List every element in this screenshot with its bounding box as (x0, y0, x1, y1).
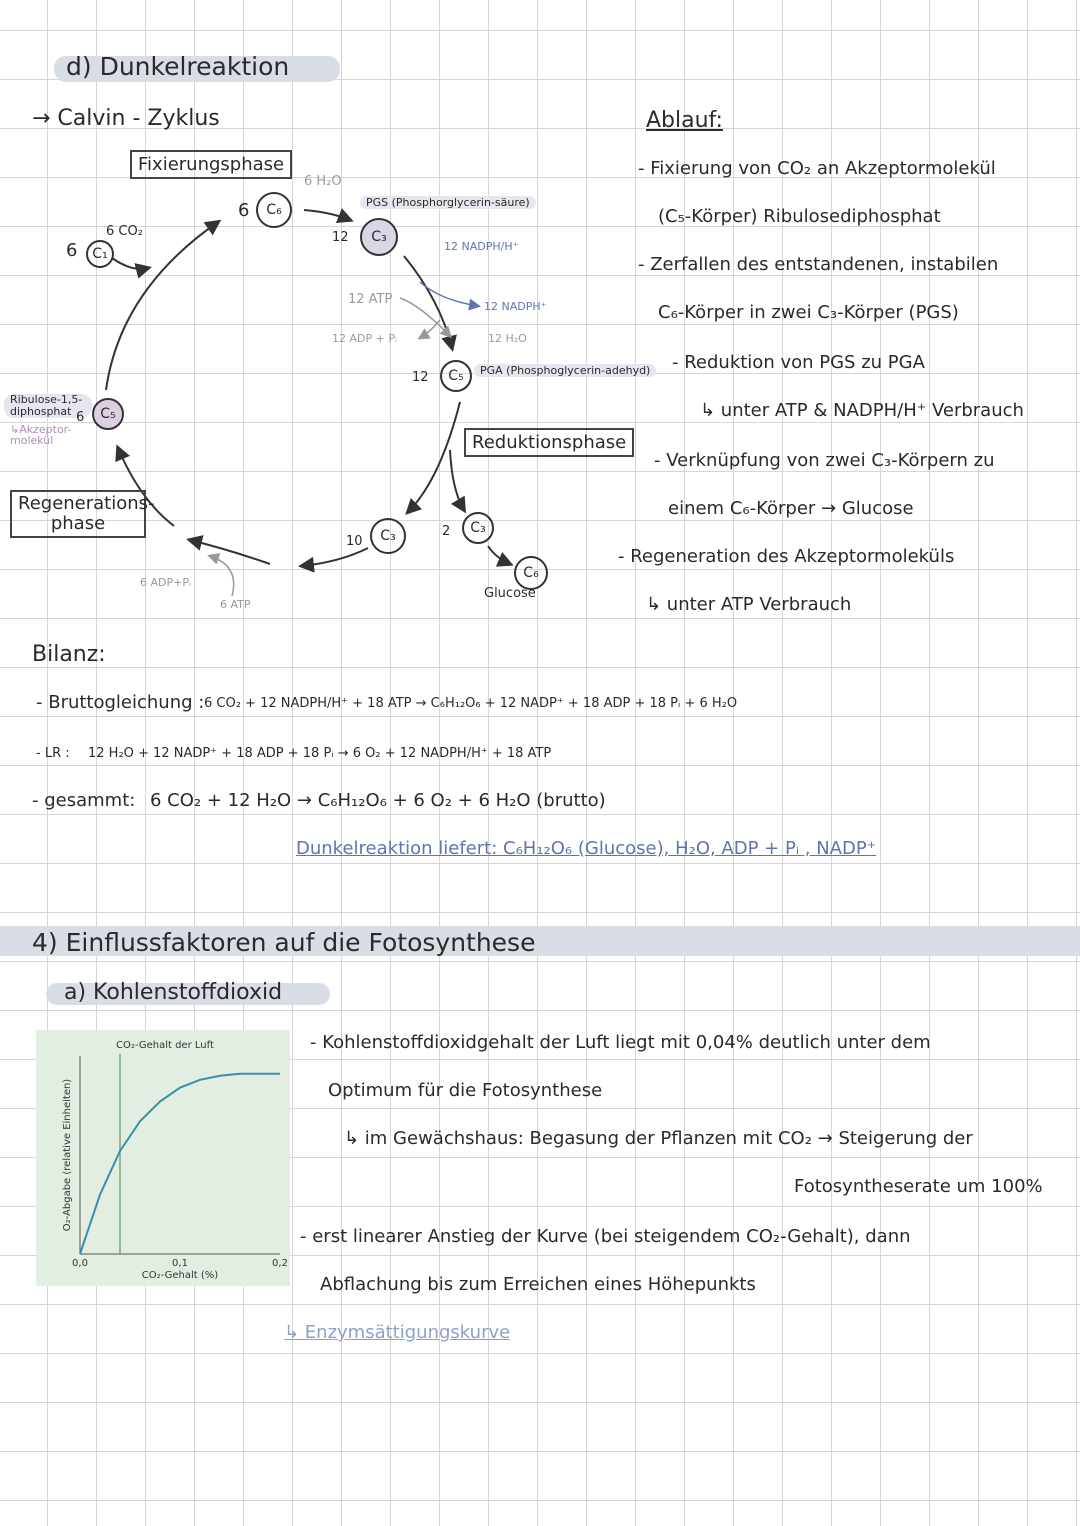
c3-10-count: 10 (346, 534, 363, 549)
arrow-nadph-out (420, 282, 478, 306)
series-line (80, 1074, 280, 1254)
c3-2-circle: C₃ (462, 512, 494, 544)
liefert-line: Dunkelreaktion liefert: C₆H₁₂O₆ (Glucose), H₂O, ADP + Pᵢ , NADP⁺ (296, 838, 877, 859)
co2-label: 6 CO₂ (106, 224, 143, 239)
co2-chart (36, 1030, 290, 1286)
akzeptor-note: ↳Akzeptor-molekül (10, 423, 72, 447)
pga-count: 12 (412, 370, 429, 385)
ablauf-line: - Zerfallen des entstandenen, instabilen (638, 254, 999, 275)
ablauf-line: (C₅-Körper) Ribulosediphosphat (658, 206, 941, 227)
c1-circle: C₁ (86, 240, 114, 268)
c6-count: 6 (238, 200, 250, 221)
co2-chart-svg (36, 1030, 290, 1286)
arrow-pga-to-c3-2 (450, 450, 464, 510)
arrow-c5-to-c6 (106, 222, 218, 390)
atp-regen: 6 ATP (220, 598, 251, 611)
c6-glucose-circle: C₆ (514, 556, 548, 590)
arrow-pga-to-c3-10 (408, 402, 460, 512)
ablauf-title: Ablauf: (646, 108, 723, 133)
ablauf-line: einem C₆-Körper → Glucose (668, 498, 914, 519)
ablauf-line: ↳ unter ATP Verbrauch (646, 594, 852, 615)
ablauf-line: - Reduktion von PGS zu PGA (672, 352, 925, 373)
adp-out: 12 ADP + Pᵢ (332, 332, 397, 345)
subtitle-a: a) Kohlenstoffdioxid (64, 980, 283, 1005)
fixierungsphase-box: Fixierungsphase (130, 150, 292, 179)
ribulose-count: 6 (76, 410, 85, 425)
arrow-c3-to-pga (404, 256, 452, 348)
enzym-note: ↳ Enzymsättigungskurve (284, 1322, 511, 1343)
regenerationsphase-box: Regenerations-phase (10, 490, 146, 538)
c5-akzeptor-circle: C₅ (92, 398, 124, 430)
y-axis-label: O₂-Abgabe (relative Einheiten) (62, 1078, 73, 1232)
arrow-adp-out (420, 320, 440, 338)
section4-title: 4) Einflussfaktoren auf die Fotosynthese (32, 928, 536, 957)
co2-text-line: - Kohlenstoffdioxidgehalt der Luft liegt mit 0,04% deutlich unter dem (310, 1032, 931, 1053)
reduktionsphase-box: Reduktionsphase (464, 428, 634, 457)
ablauf-line: - Verknüpfung von zwei C₃-Körpern zu (654, 450, 995, 471)
x-tick-label: 0,0 (72, 1258, 88, 1269)
h2o-out: 12 H₂O (488, 332, 527, 345)
co2-text-line: Fotosyntheserate um 100% (794, 1176, 1043, 1197)
c3-pgs-circle: C₃ (360, 218, 398, 256)
atp-in: 12 ATP (348, 292, 393, 307)
c3-10-circle: C₃ (370, 518, 406, 554)
h2o-top: 6 H₂O (304, 174, 342, 189)
x-tick-label: 0,1 (172, 1258, 188, 1269)
ablauf-line: - Regeneration des Akzeptormoleküls (618, 546, 955, 567)
arrow-c1-join (112, 258, 148, 269)
c5-pga-circle: C₅ (440, 360, 472, 392)
ablauf-line: - Fixierung von CO₂ an Akzeptormolekül (638, 158, 996, 179)
gesamt-label: - gesammt: (32, 790, 136, 811)
c3-2-count: 2 (442, 524, 451, 539)
adp-regen: 6 ADP+Pᵢ (140, 576, 191, 589)
nadp-out: 12 NADPH⁺ (484, 300, 547, 313)
ablauf-line: ↳ unter ATP & NADPH/H⁺ Verbrauch (700, 400, 1024, 421)
co2-text-line: Optimum für die Fotosynthese (328, 1080, 603, 1101)
c1-count: 6 (66, 240, 78, 261)
x-tick-label: 0,2 (272, 1258, 288, 1269)
gesamt-equation: 6 CO₂ + 12 H₂O → C₆H₁₂O₆ + 6 O₂ + 6 H₂O (brutto) (150, 790, 606, 811)
arrow-regen-lower (190, 540, 270, 564)
section-title: d) Dunkelreaktion (66, 52, 290, 81)
arrow-c3-2-to-glucose (488, 546, 510, 564)
co2-text-line: - erst linearer Anstieg der Kurve (bei steigendem CO₂-Gehalt), dann (300, 1226, 911, 1247)
glucose-label: Glucose (484, 586, 536, 601)
c6-circle: C₆ (256, 192, 292, 228)
pga-label: PGA (Phosphoglycerin-adehyd) (474, 364, 656, 377)
brutto-equation: 6 CO₂ + 12 NADPH/H⁺ + 18 ATP → C₆H₁₂O₆ + 12 NADP⁺ + 18 ADP + 18 Pᵢ + 6 H₂O (204, 696, 738, 711)
nadph-in: 12 NADPH/H⁺ (444, 240, 519, 253)
pgs-count: 12 (332, 230, 349, 245)
arrow-c3-10-to-regen (302, 548, 368, 566)
lr-label: - LR : (36, 746, 70, 761)
arrow-atp-regen (210, 556, 234, 596)
co2-text-line: Abflachung bis zum Erreichen eines Höhepunkts (320, 1274, 756, 1295)
chart-annotation: CO₂-Gehalt der Luft (116, 1040, 214, 1051)
co2-text-line: ↳ im Gewächshaus: Begasung der Pflanzen mit CO₂ → Steigerung der (344, 1128, 973, 1149)
bilanz-title: Bilanz: (32, 642, 106, 667)
calvin-subtitle: → Calvin - Zyklus (32, 106, 220, 131)
ablauf-line: C₆-Körper in zwei C₃-Körper (PGS) (658, 302, 959, 323)
ribulose-label: Ribulose-1,5-diphosphat (4, 394, 92, 418)
lr-equation: 12 H₂O + 12 NADP⁺ + 18 ADP + 18 Pᵢ → 6 O₂ + 12 NADPH/H⁺ + 18 ATP (88, 746, 552, 761)
brutto-label: - Bruttogleichung : (36, 692, 205, 713)
pgs-label: PGS (Phosphorglycerin-säure) (360, 196, 536, 209)
x-axis-label: CO₂-Gehalt (%) (141, 1270, 219, 1281)
arrow-c6-to-c3 (304, 210, 350, 220)
